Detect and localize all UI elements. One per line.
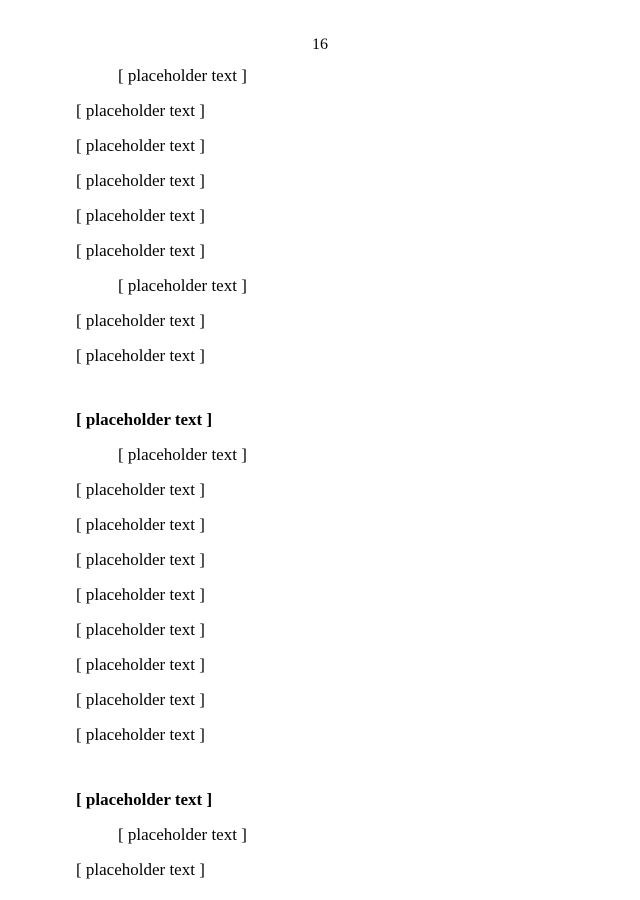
text-line: [ placeholder text ] bbox=[76, 241, 205, 260]
text-line: [ placeholder text ] bbox=[118, 66, 247, 85]
text-line: [ placeholder text ] bbox=[118, 445, 247, 464]
text-line: [ placeholder text ] bbox=[76, 101, 205, 120]
text-line: [ placeholder text ] bbox=[76, 515, 205, 534]
page-number: 16 bbox=[312, 36, 328, 53]
text-line: [ placeholder text ] bbox=[118, 825, 247, 844]
text-line: [ placeholder text ] bbox=[76, 311, 205, 330]
section-heading: [ placeholder text ] bbox=[76, 410, 213, 429]
text-line: [ placeholder text ] bbox=[76, 725, 205, 744]
text-line: [ placeholder text ] bbox=[118, 276, 247, 295]
text-line: [ placeholder text ] bbox=[76, 655, 205, 674]
text-line: [ placeholder text ] bbox=[76, 690, 205, 709]
section-heading: [ placeholder text ] bbox=[76, 790, 213, 809]
text-line: [ placeholder text ] bbox=[76, 860, 205, 879]
text-line: [ placeholder text ] bbox=[76, 136, 205, 155]
text-line: [ placeholder text ] bbox=[76, 550, 205, 569]
text-line: [ placeholder text ] bbox=[76, 346, 205, 365]
text-line: [ placeholder text ] bbox=[76, 480, 205, 499]
text-line: [ placeholder text ] bbox=[76, 171, 205, 190]
text-line: [ placeholder text ] bbox=[76, 206, 205, 225]
text-line: [ placeholder text ] bbox=[76, 585, 205, 604]
text-line: [ placeholder text ] bbox=[76, 620, 205, 639]
